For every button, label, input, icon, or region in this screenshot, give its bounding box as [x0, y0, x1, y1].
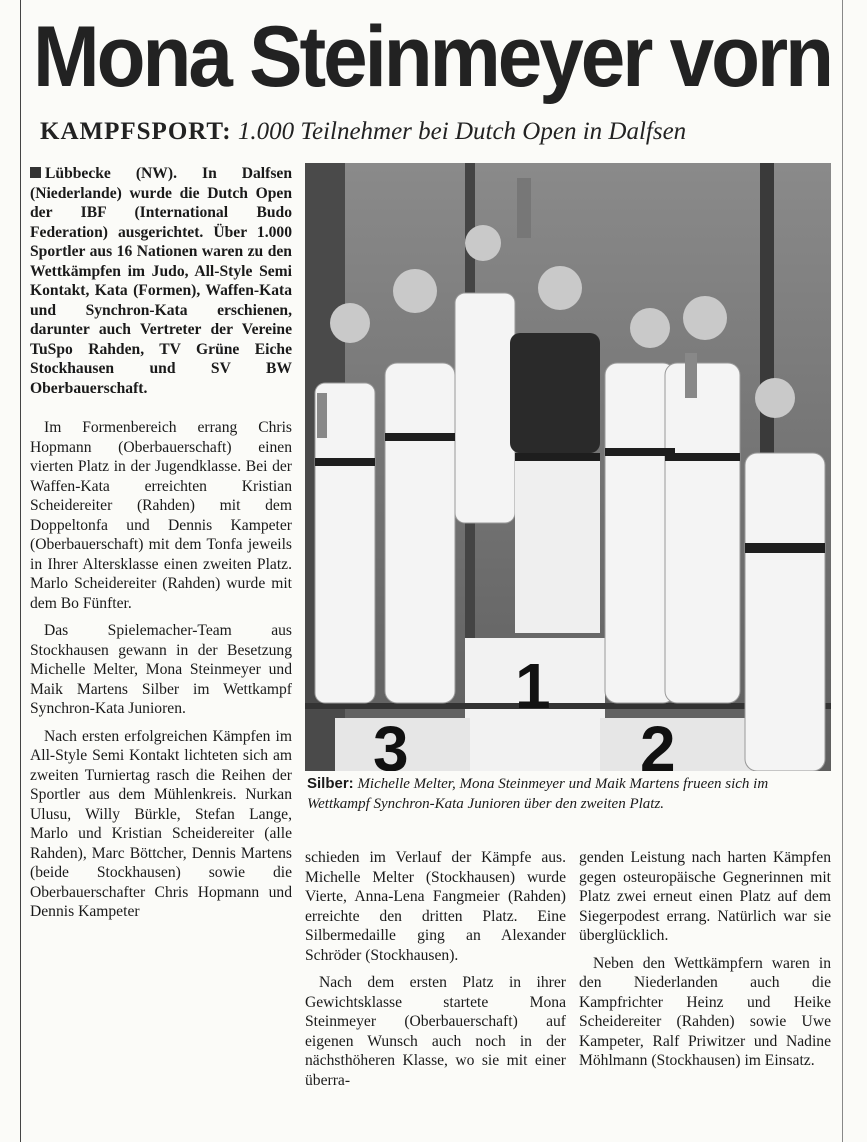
article-column-3 — [579, 848, 831, 1071]
lead-paragraph — [30, 164, 292, 398]
lead-text: Lübbecke (NW). In Dalfsen (Niederlande) wurde die Dutch Open der IBF (International Budo Federation) ausgerichtet. Über 1.000 Sportler aus 16 Nationen waren zu den Wettkämpfen im Judo, All-Style Semi Kontakt, Kata (Formen), Waffen-Kata und Synchron-Kata erschienen, darunter auch Vertreter der Vereine TuSpo Rahden, TV Grüne Eiche Stockhausen und SV BW Oberbauerschaft. — [30, 165, 292, 397]
paragraph: schieden im Verlauf der Kämpfe aus. Michelle Melter (Stockhausen) wurde Vierte, Anna-Lena Fangmeier (Rahden) erreichte den dritten Platz. Eine Silbermedaille ging an Alexander Schröder (Stockhausen). — [305, 849, 566, 964]
subheadline-text: 1.000 Teilnehmer bei Dutch Open in Dalfsen — [237, 118, 687, 145]
kicker: KAMPFSPORT: — [40, 118, 232, 145]
paragraph: genden Leistung nach harten Kämpfen gegen osteuropäische Gegnerinnen mit Platz zwei erneut einen Platz auf dem Siegerpodest errang. Natürlich war sie überglücklich. — [579, 849, 831, 944]
caption-label: Silber: — [307, 775, 354, 792]
caption-text: Michelle Melter, Mona Steinmeyer und Maik Martens frueen sich im Wettkampf Synchron-Kata Junioren über den zweiten Platz. — [307, 776, 769, 812]
page-border-right — [842, 0, 843, 1142]
paragraph: Das Spielemacher-Team aus Stockhausen gewann in der Besetzung Michelle Melter, Mona Steinmeyer und Maik Martens Silber im Wettkampf Synchron-Kata Junioren. — [30, 622, 292, 717]
podium-number-2: 2 — [640, 713, 676, 771]
podium-number-3: 3 — [373, 713, 409, 771]
paragraph: Neben den Wettkämpfern waren in den Niederlanden auch die Kampfrichter Heinz und Heike Scheidereiter (Rahden) sowie Uwe Kampeter, Ralf Priwitzer und Nadine Möhlmann (Stockhausen) im Einsatz. — [579, 954, 831, 1069]
podium-photo — [305, 163, 831, 771]
headline: Mona Steinmeyer vorn — [32, 8, 831, 105]
photo-caption — [307, 774, 827, 814]
page-border-left — [20, 0, 21, 1142]
podium-number-1: 1 — [515, 650, 551, 722]
article-column-2 — [305, 848, 566, 1090]
paragraph: Im Formenbereich errang Chris Hopmann (Oberbauerschaft) einen vierten Platz in der Jugendklasse. Bei der Waffen-Kata erreichten Kristian Scheidereiter (Rahden) mit dem Doppeltonfa und Dennis Kampeter (Oberbauerschaft) mit dem Tonfa jeweils in Ihrer Altersklasse einen zweiten Platz. Marlo Scheidereiter (Rahden) wurde mit dem Bo Fünfter. — [30, 419, 292, 612]
article-column-1 — [30, 164, 292, 922]
bullet-square-icon — [30, 167, 41, 178]
paragraph: Nach dem ersten Platz in ihrer Gewichtsklasse startete Mona Steinmeyer (Oberbauerschaft) auf eigenen Wunsch auch noch in der nächsthöheren Klasse, wo sie mit einer überra- — [305, 974, 566, 1089]
photo-illustration — [305, 163, 831, 771]
subheadline — [40, 118, 830, 146]
paragraph: Nach ersten erfolgreichen Kämpfen im All-Style Semi Kontakt lichteten sich am zweiten Turniertag rasch die Reihen der Sportler aus dem Mühlenkreis. Nurkan Ulusu, Willy Bürkle, Stefan Lange, Marlo und Kristian Scheidereiter (alle Rahden), Marc Böttcher, Dennis Martens (beide Stockhausen) sowie die Oberbauerschafter Chris Hopmann und Dennis Kampeter — [30, 727, 292, 920]
